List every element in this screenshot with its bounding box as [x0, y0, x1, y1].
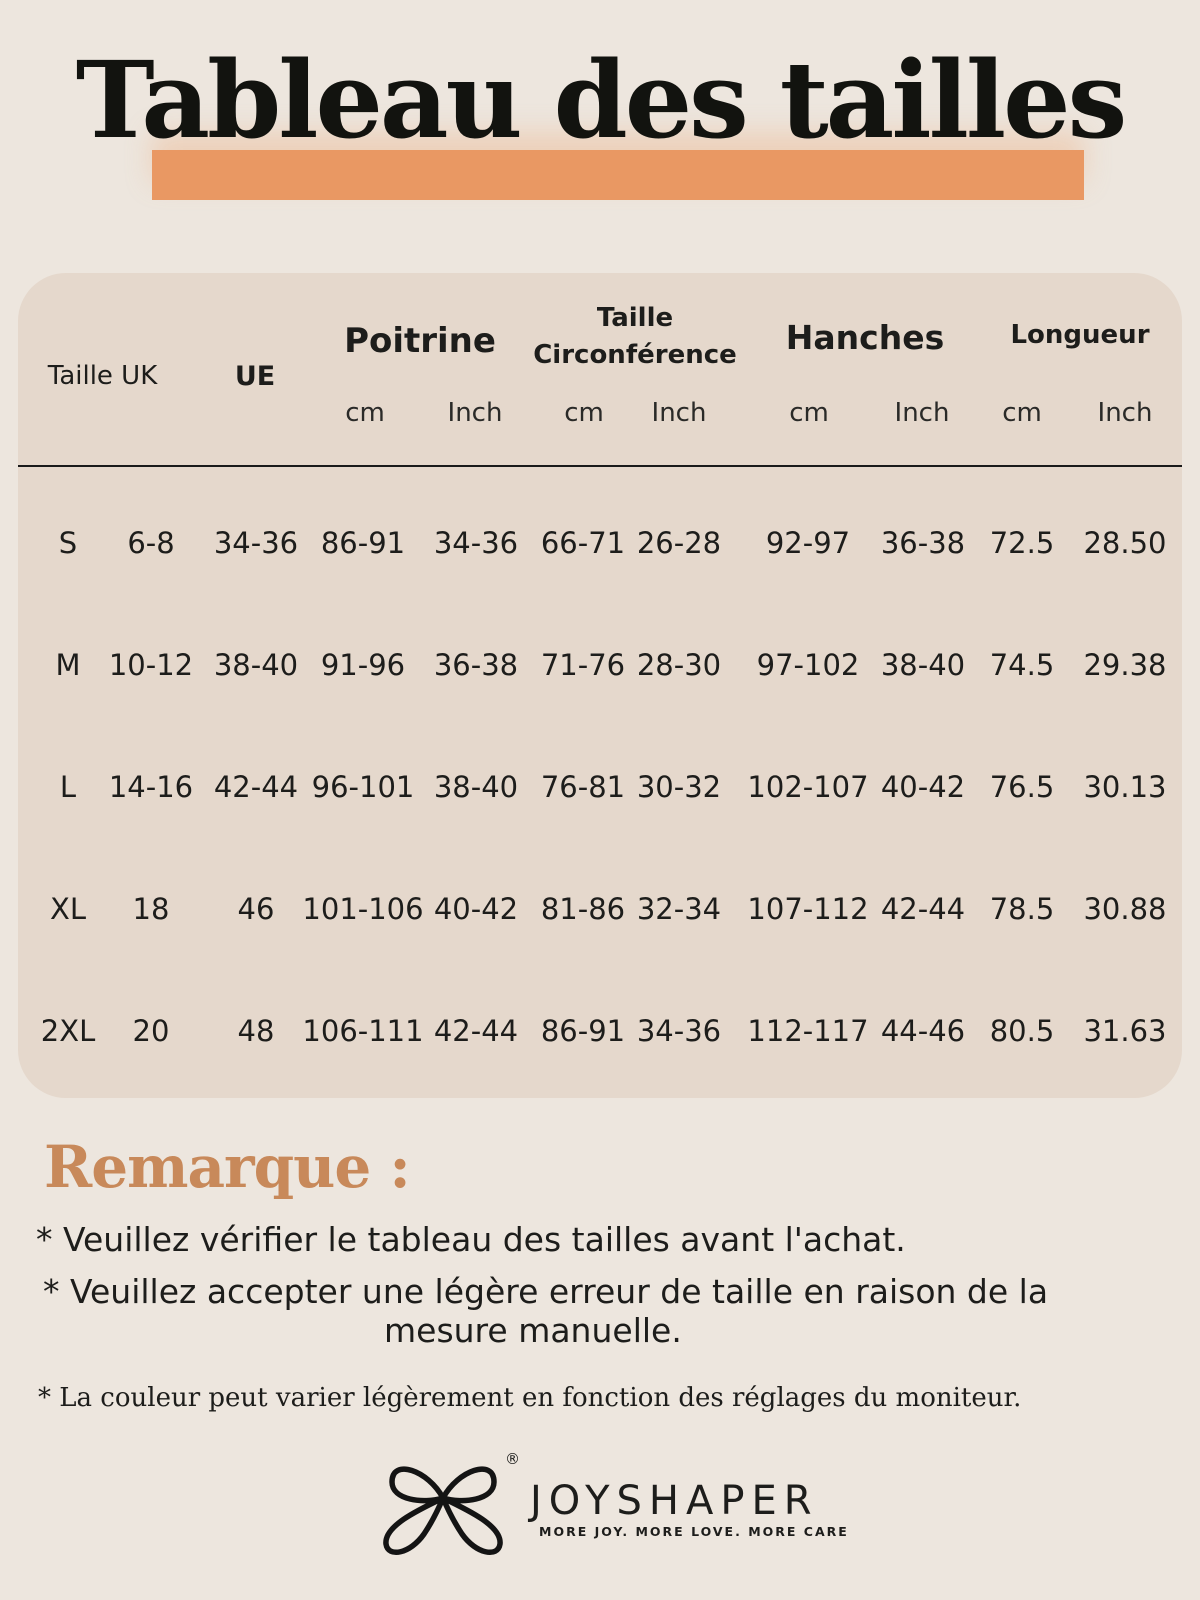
cell-chest-cm: 91-96 [320, 648, 406, 682]
cell-size: L [59, 770, 77, 804]
header-taille-line1: Taille [596, 303, 674, 333]
cell-size: XL [49, 892, 87, 926]
header-poitrine: Poitrine [344, 321, 496, 361]
cell-len-cm: 74.5 [989, 648, 1055, 682]
cell-uk: 6-8 [127, 526, 175, 560]
cell-hip-in: 44-46 [880, 1014, 966, 1048]
note-measurement-error-line1: * Veuillez accepter une légère erreur de taille en raison de la [43, 1272, 1049, 1311]
registered-mark: ® [505, 1450, 520, 1468]
note-check-size-chart: * Veuillez vérifier le tableau des tailles avant l'achat. [36, 1220, 906, 1259]
cell-chest-cm: 96-101 [311, 770, 415, 804]
unit-hanches-inch: Inch [894, 398, 950, 428]
title-area [0, 37, 1200, 210]
cell-len-cm: 80.5 [989, 1014, 1055, 1048]
size-table-card [18, 273, 1182, 1098]
cell-waist-cm: 76-81 [540, 770, 626, 804]
header-taille-line2: Circonférence [533, 340, 737, 370]
cell-hip-in: 40-42 [880, 770, 966, 804]
brand-tagline: MORE JOY. MORE LOVE. MORE CARE [539, 1524, 849, 1539]
unit-poitrine-inch: Inch [447, 398, 503, 428]
cell-waist-cm: 86-91 [540, 1014, 626, 1048]
cell-chest-cm: 101-106 [302, 892, 424, 926]
cell-chest-cm: 106-111 [302, 1014, 424, 1048]
note-color-variation: * La couleur peut varier légèrement en fonction des réglages du moniteur. [38, 1383, 1022, 1413]
header-divider [18, 465, 1182, 467]
cell-hip-cm: 92-97 [765, 526, 851, 560]
cell-waist-in: 32-34 [636, 892, 722, 926]
cell-chest-in: 34-36 [433, 526, 519, 560]
cell-hip-cm: 102-107 [747, 770, 869, 804]
unit-longueur-inch: Inch [1097, 398, 1153, 428]
cell-len-in: 30.88 [1083, 892, 1167, 926]
page-title: Tableau des tailles [75, 37, 1125, 162]
cell-waist-cm: 71-76 [540, 648, 626, 682]
cell-len-cm: 78.5 [989, 892, 1055, 926]
cell-waist-in: 28-30 [636, 648, 722, 682]
cell-hip-cm: 107-112 [747, 892, 869, 926]
unit-poitrine-cm: cm [345, 398, 385, 428]
cell-len-in: 31.63 [1083, 1014, 1167, 1048]
cell-hip-cm: 97-102 [756, 648, 860, 682]
brand-name: JOYSHAPER [530, 1478, 819, 1524]
cell-hip-in: 36-38 [880, 526, 966, 560]
header-longueur: Longueur [1010, 320, 1150, 350]
unit-longueur-cm: cm [1002, 398, 1042, 428]
header-hanches: Hanches [785, 318, 945, 357]
header-ue: UE [234, 361, 276, 392]
cell-hip-cm: 112-117 [747, 1014, 869, 1048]
cell-ue: 48 [237, 1014, 275, 1048]
butterfly-heart-logo-icon [378, 1448, 508, 1560]
header-taille-uk: Taille UK [47, 361, 158, 391]
cell-waist-in: 26-28 [636, 526, 722, 560]
unit-taille-cm: cm [564, 398, 604, 428]
cell-chest-cm: 86-91 [320, 526, 406, 560]
cell-len-cm: 76.5 [989, 770, 1055, 804]
cell-uk: 20 [132, 1014, 170, 1048]
cell-ue: 38-40 [213, 648, 299, 682]
cell-len-in: 29.38 [1083, 648, 1167, 682]
cell-size: M [55, 648, 81, 682]
cell-size: S [58, 526, 78, 560]
cell-len-in: 30.13 [1083, 770, 1167, 804]
cell-waist-cm: 66-71 [540, 526, 626, 560]
remark-heading: Remarque : [44, 1133, 410, 1201]
cell-ue: 42-44 [213, 770, 299, 804]
cell-waist-in: 30-32 [636, 770, 722, 804]
cell-len-cm: 72.5 [989, 526, 1055, 560]
cell-waist-cm: 81-86 [540, 892, 626, 926]
cell-len-in: 28.50 [1083, 526, 1167, 560]
cell-uk: 10-12 [108, 648, 194, 682]
cell-chest-in: 38-40 [433, 770, 519, 804]
cell-hip-in: 38-40 [880, 648, 966, 682]
cell-hip-in: 42-44 [880, 892, 966, 926]
cell-chest-in: 40-42 [433, 892, 519, 926]
cell-chest-in: 36-38 [433, 648, 519, 682]
cell-chest-in: 42-44 [433, 1014, 519, 1048]
cell-uk: 14-16 [108, 770, 194, 804]
cell-waist-in: 34-36 [636, 1014, 722, 1048]
cell-size: 2XL [40, 1014, 96, 1048]
unit-taille-inch: Inch [651, 398, 707, 428]
note-measurement-error-line2: mesure manuelle. [384, 1311, 682, 1350]
cell-ue: 46 [237, 892, 275, 926]
cell-ue: 34-36 [213, 526, 299, 560]
unit-hanches-cm: cm [789, 398, 829, 428]
cell-uk: 18 [132, 892, 170, 926]
